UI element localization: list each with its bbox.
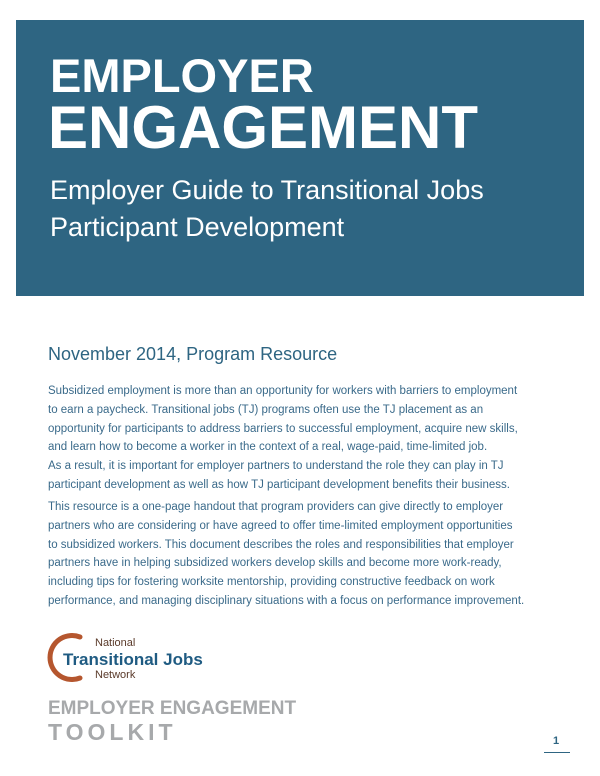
resource-paragraph — [48, 498, 548, 611]
page-number: 1 — [553, 735, 560, 747]
intro-paragraph — [48, 382, 548, 495]
page-number-underline — [544, 752, 570, 753]
paragraph-line: and learn how to become a worker in the context of a real, wage-paid, time-limited job. — [48, 441, 488, 454]
logo-network-text: Network — [95, 669, 136, 681]
title-line-1: EMPLOYER — [50, 49, 314, 102]
paragraph-line: partners have in helping subsidized workers develop skills and become more work-ready, — [48, 557, 502, 570]
title-banner — [16, 20, 584, 296]
logo-national-text: National — [95, 637, 136, 649]
paragraph-line: opportunity for participants to address barriers to successful employment, acquire new skills, — [48, 422, 518, 435]
paragraph-line: performance, and managing disciplinary situations with a focus on performance improvement. — [48, 594, 525, 607]
title-line-2: ENGAGEMENT — [48, 94, 479, 161]
paragraph-line: As a result, it is important for employer partners to understand the role they can play in TJ — [48, 460, 504, 473]
paragraph-line: participant development as well as how TJ participant development benefits their business. — [48, 478, 510, 491]
toolkit-label-line-1: EMPLOYER ENGAGEMENT — [48, 698, 297, 719]
paragraph-line: partners who are considering or have agreed to offer time-limited employment opportunities — [48, 519, 513, 532]
subtitle — [50, 172, 570, 246]
paragraph-line: Subsidized employment is more than an opportunity for workers with barriers to employment — [48, 385, 518, 397]
ntjn-logo — [46, 632, 266, 682]
subtitle-line-1: Employer Guide to Transitional Jobs — [50, 175, 484, 205]
subtitle-line-2: Participant Development — [50, 212, 345, 242]
logo-transitional-jobs-text: Transitional Jobs — [63, 650, 203, 669]
paragraph-line: including tips for fostering worksite mentorship, providing constructive feedback on work — [48, 576, 495, 589]
date-line: November 2014, Program Resource — [48, 344, 338, 364]
paragraph-line: This resource is a one-page handout that program providers can give directly to employer — [48, 501, 504, 513]
toolkit-label-line-2: TOOLKIT — [48, 719, 177, 745]
paragraph-line: to subsidized workers. This document describes the roles and responsibilities that employer — [48, 538, 514, 551]
paragraph-line: to earn a paycheck. Transitional jobs (TJ) programs often use the TJ placement as an — [48, 403, 484, 416]
